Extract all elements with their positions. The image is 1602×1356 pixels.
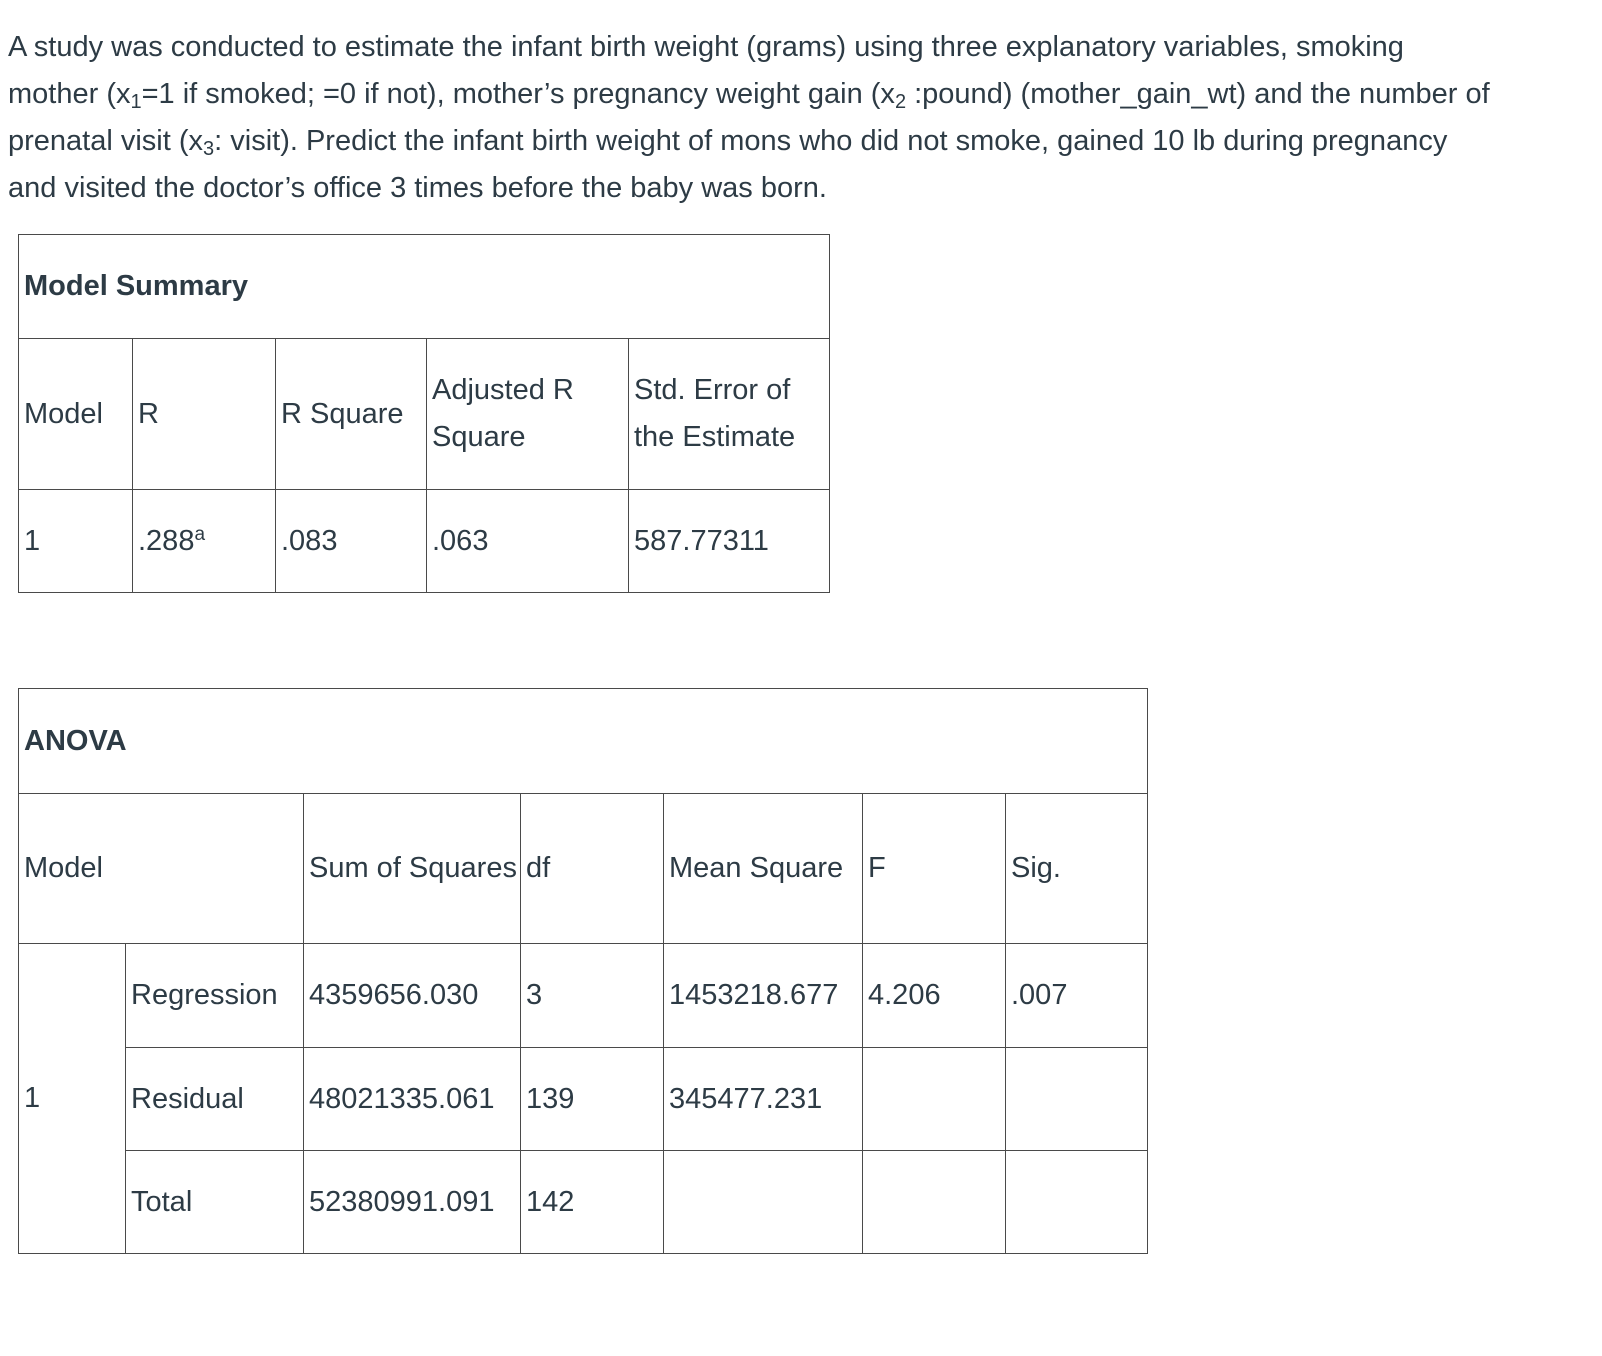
cell-r bbox=[133, 490, 276, 593]
question-line-2-part-c: :pound) (mother_gain_wt) and the number of bbox=[906, 78, 1490, 110]
anova-cell-mean-square: 1453218.677 bbox=[664, 944, 863, 1048]
question-line-3-part-a: prenatal visit (x bbox=[8, 125, 204, 157]
question-line-1: A study was conducted to estimate the infant birth weight (grams) using three explanatory variables, smoking bbox=[8, 31, 1404, 63]
anova-cell-mean-square bbox=[664, 1151, 863, 1254]
anova-header-model: Model bbox=[19, 794, 304, 944]
anova-cell-sig bbox=[1006, 1048, 1148, 1151]
question-line-3 bbox=[8, 118, 1602, 165]
anova-cell-source: Regression bbox=[126, 944, 304, 1048]
anova-cell-f bbox=[863, 1048, 1006, 1151]
r-footnote: a bbox=[194, 523, 206, 545]
anova-cell-sum-of-squares: 52380991.091 bbox=[304, 1151, 521, 1254]
anova-cell-model: 1 bbox=[19, 944, 126, 1254]
cell-adjusted-r-square: .063 bbox=[427, 490, 629, 593]
header-model: Model bbox=[19, 339, 133, 490]
cell-model: 1 bbox=[19, 490, 133, 593]
anova-title: ANOVA bbox=[19, 689, 1148, 794]
anova-table bbox=[18, 688, 1148, 1254]
anova-header-sig: Sig. bbox=[1006, 794, 1148, 944]
anova-cell-source: Residual bbox=[126, 1048, 304, 1151]
cell-std-error: 587.77311 bbox=[629, 490, 830, 593]
anova-cell-mean-square: 345477.231 bbox=[664, 1048, 863, 1151]
anova-header-mean-square: Mean Square bbox=[664, 794, 863, 944]
question-line-2-part-b: =1 if smoked; =0 if not), mother’s pregnancy weight gain (x bbox=[141, 78, 895, 110]
model-summary-table bbox=[18, 234, 830, 593]
header-r: R bbox=[133, 339, 276, 490]
anova-cell-source: Total bbox=[126, 1151, 304, 1254]
anova-cell-df: 139 bbox=[521, 1048, 664, 1151]
question-line-2 bbox=[8, 71, 1602, 118]
subscript-2: 2 bbox=[894, 91, 907, 113]
question-line-4: and visited the doctor’s office 3 times before the baby was born. bbox=[8, 172, 827, 204]
anova-cell-sum-of-squares: 4359656.030 bbox=[304, 944, 521, 1048]
question-line-3-part-b: : visit). Predict the infant birth weight of mons who did not smoke, gained 10 lb during pregnancy bbox=[214, 125, 1448, 157]
subscript-1: 1 bbox=[130, 91, 142, 113]
header-adjusted-r-square: Adjusted R Square bbox=[427, 339, 629, 490]
anova-cell-df: 3 bbox=[521, 944, 664, 1048]
anova-cell-sig: .007 bbox=[1006, 944, 1148, 1048]
header-r-square: R Square bbox=[276, 339, 427, 490]
anova-cell-f: 4.206 bbox=[863, 944, 1006, 1048]
anova-header-sum-of-squares: Sum of Squares bbox=[304, 794, 521, 944]
header-std-error: Std. Error of the Estimate bbox=[629, 339, 830, 490]
r-value: .288 bbox=[138, 524, 195, 557]
anova-cell-f bbox=[863, 1151, 1006, 1254]
anova-cell-df: 142 bbox=[521, 1151, 664, 1254]
anova-cell-sum-of-squares: 48021335.061 bbox=[304, 1048, 521, 1151]
anova-header-df: df bbox=[521, 794, 664, 944]
question-text bbox=[8, 24, 1602, 212]
cell-r-square: .083 bbox=[276, 490, 427, 593]
model-summary-title: Model Summary bbox=[19, 235, 830, 339]
subscript-3: 3 bbox=[203, 138, 215, 160]
question-line-2-part-a: mother (x bbox=[8, 78, 131, 110]
anova-cell-sig bbox=[1006, 1151, 1148, 1254]
anova-header-f: F bbox=[863, 794, 1006, 944]
